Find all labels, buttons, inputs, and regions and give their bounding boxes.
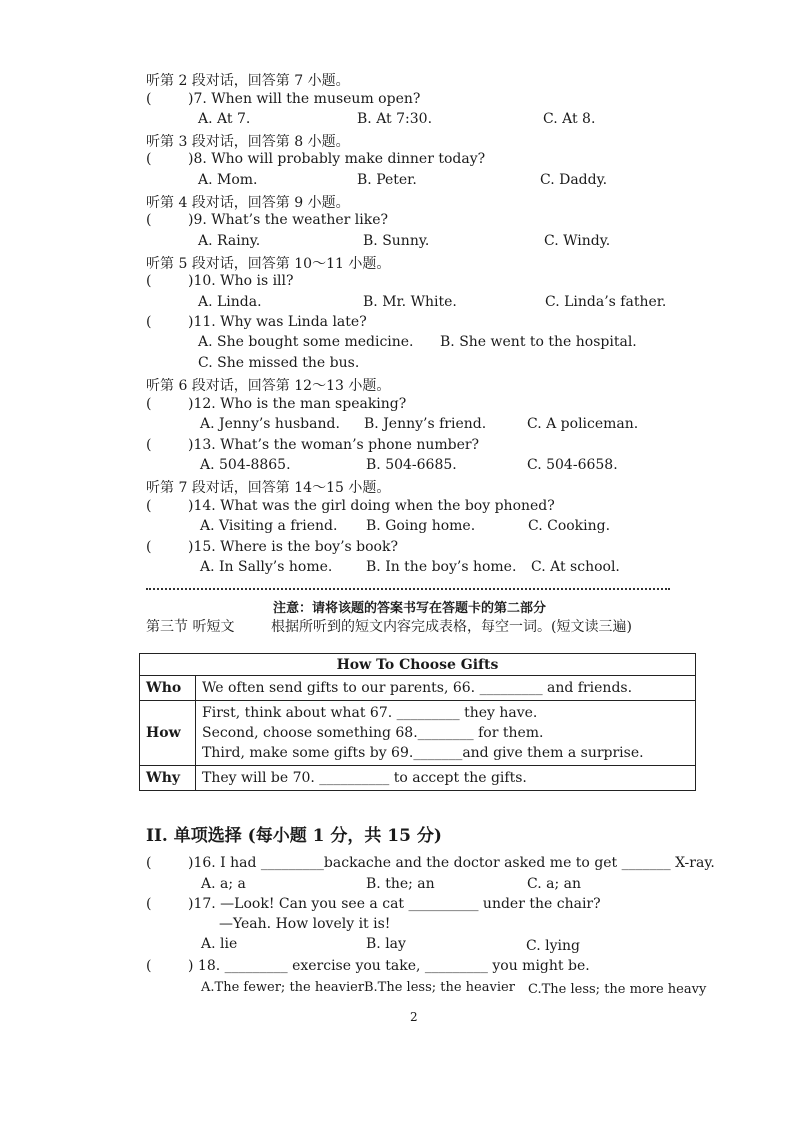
q12-option-c: C. A policeman.: [527, 416, 639, 432]
q17-option-c: C. lying: [526, 938, 580, 954]
q12-stem: )12. Who is the man speaking?: [188, 396, 407, 412]
q13-option-c: C. 504-6658.: [527, 457, 618, 473]
q9-option-b: B. Sunny.: [363, 233, 430, 249]
table-row: [140, 766, 696, 791]
section-3-instruction: 根据所听到的短文内容完成表格，每空一词。(短文读三遍): [271, 619, 632, 635]
q8-option-c: C. Daddy.: [540, 172, 608, 188]
q8-paren: (: [146, 151, 152, 167]
q17-option-b: B. lay: [366, 936, 406, 952]
q15-stem: )15. Where is the boy’s book?: [188, 539, 398, 555]
q7-option-c: C. At 8.: [543, 111, 596, 127]
q18-paren: (: [146, 958, 152, 974]
dialogue-6-header: 听第 6 段对话，回答第 12～13 小题。: [146, 378, 391, 394]
q10-paren: (: [146, 273, 152, 289]
q11-option-b: B. She went to the hospital.: [440, 334, 637, 350]
q18-stem: ) 18. _________ exercise you take, _________ you might be.: [188, 958, 590, 974]
q17-stem: )17. —Look! Can you see a cat __________ under the chair?: [188, 896, 601, 912]
row-label-why: Why: [140, 766, 196, 791]
q15-option-b: B. In the boy’s home.: [366, 559, 517, 575]
q10-option-b: B. Mr. White.: [363, 294, 457, 310]
gift-table: [139, 653, 696, 791]
section-3-title: 第三节 听短文: [146, 619, 235, 635]
dialogue-2-header: 听第 2 段对话，回答第 7 小题。: [146, 73, 350, 89]
q16-stem: )16. I had _________backache and the doctor asked me to get _______ X-ray.: [188, 855, 715, 871]
dialogue-5-header: 听第 5 段对话，回答第 10～11 小题。: [146, 256, 391, 272]
q11-option-a: A. She bought some medicine.: [198, 334, 414, 350]
q13-stem: )13. What’s the woman’s phone number?: [188, 437, 480, 453]
q8-stem: )8. Who will probably make dinner today?: [188, 151, 486, 167]
who-line: We often send gifts to our parents, 66. _________ and friends.: [202, 680, 633, 696]
table-title: How To Choose Gifts: [140, 654, 696, 676]
q7-option-a: A. At 7.: [198, 111, 251, 127]
how-line-2: Second, choose something 68.________ for them.: [202, 725, 544, 741]
q14-option-a: A. Visiting a friend.: [200, 518, 338, 534]
q8-option-b: B. Peter.: [357, 172, 417, 188]
q16-option-a: A. a; a: [201, 876, 246, 892]
q15-option-c: C. At school.: [531, 559, 620, 575]
q12-paren: (: [146, 396, 152, 412]
q13-option-a: A. 504-8865.: [200, 457, 291, 473]
q8-option-a: A. Mom.: [198, 172, 258, 188]
page-number: 2: [410, 1010, 418, 1024]
q7-stem: )7. When will the museum open?: [188, 91, 421, 107]
q7-option-b: B. At 7:30.: [357, 111, 433, 127]
q7-paren: (: [146, 91, 152, 107]
section-2-title: II. 单项选择 (每小题 1 分，共 15 分): [146, 826, 442, 846]
dotted-separator: [146, 588, 670, 590]
q9-option-a: A. Rainy.: [198, 233, 261, 249]
q15-option-a: A. In Sally’s home.: [200, 559, 333, 575]
q10-option-c: C. Linda’s father.: [545, 294, 667, 310]
q10-option-a: A. Linda.: [198, 294, 262, 310]
how-line-3: Third, make some gifts by 69._______and give them a surprise.: [202, 745, 644, 761]
q12-option-b: B. Jenny’s friend.: [364, 416, 487, 432]
q16-option-c: C. a; an: [527, 876, 581, 892]
q18-option-b: B.The less; the heavier: [364, 980, 515, 995]
q11-stem: )11. Why was Linda late?: [188, 314, 367, 330]
q10-stem: )10. Who is ill?: [188, 273, 294, 289]
why-line: They will be 70. __________ to accept the gifts.: [202, 770, 527, 786]
q11-paren: (: [146, 314, 152, 330]
answer-notice: 注意：请将该题的答案书写在答题卡的第二部分: [273, 601, 547, 616]
q12-option-a: A. Jenny’s husband.: [200, 416, 340, 432]
q16-paren: (: [146, 855, 152, 871]
how-line-1: First, think about what 67. _________ they have.: [202, 705, 538, 721]
q11-option-c: C. She missed the bus.: [198, 355, 360, 371]
row-label-who: Who: [140, 676, 196, 701]
q14-paren: (: [146, 498, 152, 514]
dialogue-3-header: 听第 3 段对话，回答第 8 小题。: [146, 134, 350, 150]
q17-paren: (: [146, 896, 152, 912]
q18-option-c: C.The less; the more heavy: [528, 982, 707, 997]
q14-stem: )14. What was the girl doing when the boy phoned?: [188, 498, 555, 514]
q13-paren: (: [146, 437, 152, 453]
q17-option-a: A. lie: [201, 936, 238, 952]
q16-option-b: B. the; an: [366, 876, 435, 892]
dialogue-4-header: 听第 4 段对话，回答第 9 小题。: [146, 195, 350, 211]
dialogue-7-header: 听第 7 段对话，回答第 14～15 小题。: [146, 480, 391, 496]
table-row: [140, 701, 696, 766]
q9-option-c: C. Windy.: [544, 233, 611, 249]
q17-reply: —Yeah. How lovely it is!: [219, 916, 391, 932]
q9-paren: (: [146, 212, 152, 228]
q14-option-c: C. Cooking.: [528, 518, 611, 534]
table-row: [140, 676, 696, 701]
row-label-how: How: [140, 701, 196, 766]
q18-option-a: A.The fewer; the heavier: [201, 980, 365, 995]
q14-option-b: B. Going home.: [366, 518, 476, 534]
q15-paren: (: [146, 539, 152, 555]
q13-option-b: B. 504-6685.: [366, 457, 457, 473]
q9-stem: )9. What’s the weather like?: [188, 212, 389, 228]
